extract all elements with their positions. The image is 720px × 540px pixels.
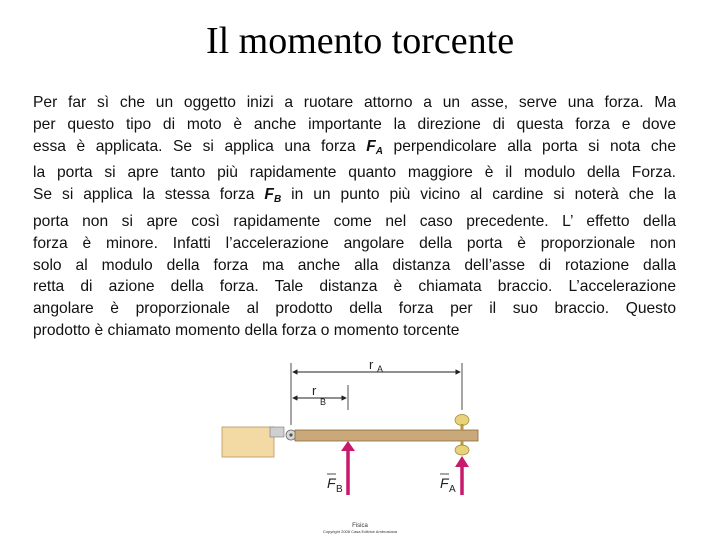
door-panel [295, 430, 478, 441]
fb-subscript: B [336, 484, 343, 495]
ra-subscript: A [377, 364, 384, 374]
paragraph-line: retta di azione della forza. Tale distanza è chiamata braccio. L’accelerazione [33, 278, 676, 296]
force-b-symbol: F [264, 186, 274, 204]
footer-copyright: Copyright 2008 Casa Editrice Ambrosiana [322, 528, 398, 534]
footer-title: Fisica [352, 523, 368, 529]
slide-title: Il momento torcente [205, 20, 515, 62]
paragraph-line: angolare è proporzionale al prodotto della forza per il suo braccio. Questo [33, 300, 676, 318]
paragraph-line: per questo tipo di moto è anche importante la direzione di questa forza e dove [33, 115, 676, 133]
paragraph-line: Per far sì che un oggetto inizi a ruotare attorno a un asse, serve una forza. Ma [33, 94, 676, 111]
line-text: perpendicolare alla porta si nota che [382, 137, 676, 155]
wall-block [222, 427, 274, 457]
footer-credit [0, 523, 720, 534]
hinge-plate [270, 427, 284, 437]
paragraph-line: solo al modulo della forza ma anche alla distanza dell’asse di rotazione dalla [33, 256, 676, 274]
force-a-subscript: A [375, 145, 383, 157]
fa-label: F [440, 475, 449, 491]
hinge-pin [289, 433, 292, 436]
rb-subscript: B [320, 397, 327, 407]
paragraph-line: prodotto è chiamato momento della forza o momento torcente [33, 321, 460, 339]
rb-label: r [312, 383, 317, 398]
knob-stem-top [461, 424, 464, 430]
force-a-arrowhead [455, 456, 469, 467]
paragraph-line-with-fa [33, 136, 676, 163]
force-a-symbol: F [366, 137, 376, 155]
paragraph-line: porta non si apre così rapidamente come nel caso precedente. L’ effetto della [33, 212, 676, 230]
ra-label: r [369, 357, 374, 372]
knob-bottom-icon [455, 445, 469, 455]
knob-top-icon [455, 415, 469, 426]
paragraph-line-with-fb [33, 184, 676, 211]
body-paragraph [33, 92, 676, 342]
line-text: essa è applicata. Se si applica una forza [33, 137, 367, 155]
fb-label: F [327, 475, 336, 491]
line-text: in un punto più vicino al cardine si noterà che la [281, 186, 676, 204]
fa-subscript: A [449, 484, 456, 495]
paragraph-line: forza è minore. Infatti l’accelerazione angolare della porta è proporzionale non [33, 234, 676, 252]
line-text: Se si applica la stessa forza [33, 186, 265, 204]
force-b-arrowhead [341, 441, 355, 451]
paragraph-line: la porta si apre tanto più rapidamente quanto maggiore è il modulo della Forza. [33, 164, 676, 182]
force-b-subscript: B [273, 194, 282, 206]
door-torque-figure [215, 355, 505, 505]
